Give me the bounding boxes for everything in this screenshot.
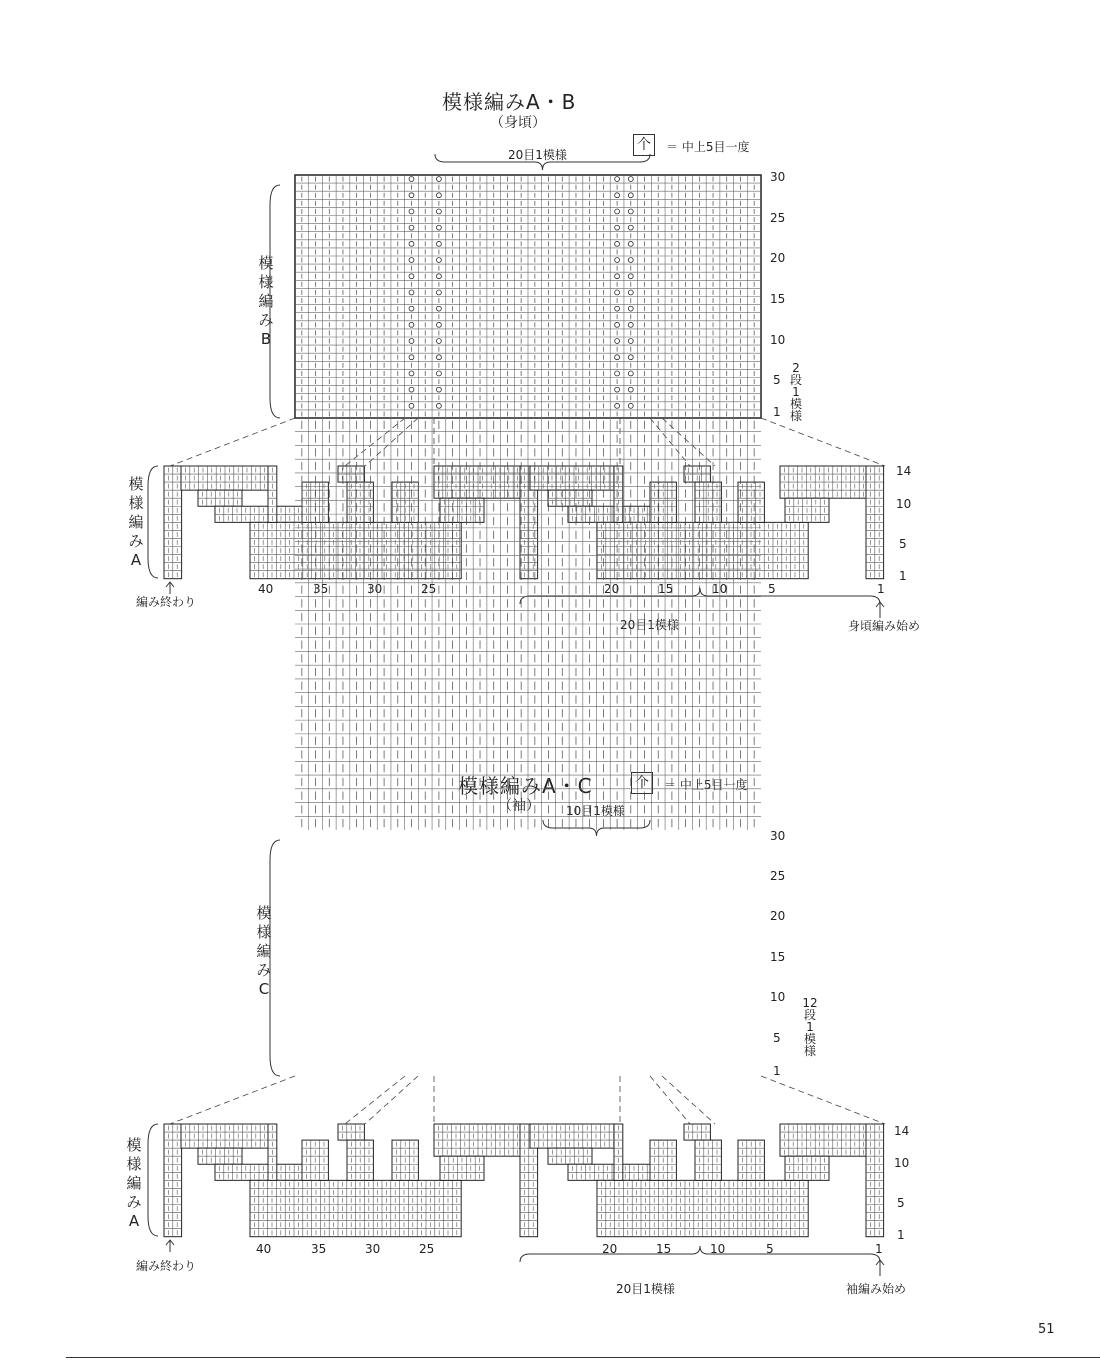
up-arrow-icon	[876, 602, 884, 618]
row-num: 14	[894, 1124, 910, 1138]
col-num: 20	[602, 1242, 618, 1256]
yarn-over-icon	[436, 387, 441, 392]
yarn-over-icon	[436, 225, 441, 230]
yarn-over-icon	[615, 225, 620, 230]
col-num: 30	[365, 1242, 381, 1256]
up-arrow-icon	[166, 1240, 174, 1252]
yarn-over-icon	[436, 306, 441, 311]
row-num: 10	[896, 497, 912, 511]
lower-chart-block-lines-13	[530, 1124, 618, 1148]
yarn-over-icon	[615, 209, 620, 214]
row-num: 25	[770, 869, 786, 883]
repeat-rows-label: 2 段 1 模 様	[789, 361, 802, 423]
side-label-upper: 模 様 編 み C	[256, 904, 272, 998]
yarn-over-icon	[409, 225, 414, 230]
yarn-over-icon	[409, 258, 414, 263]
row-num: 1	[773, 405, 781, 419]
yarn-over-icon	[628, 387, 633, 392]
guide-line	[761, 1076, 885, 1124]
yarn-over-icon	[409, 371, 414, 376]
yarn-over-icon	[409, 306, 414, 311]
repeat-brace-bottom	[520, 588, 880, 604]
lower-chart-block-lines-3	[215, 506, 303, 522]
side-label-lower: 模 様 編 み A	[128, 475, 144, 569]
yarn-over-icon	[409, 322, 414, 327]
row-num: 15	[770, 950, 786, 964]
row-num: 10	[770, 990, 786, 1004]
row-num: 15	[770, 292, 786, 306]
lower-chart-block-lines-10	[434, 1124, 522, 1156]
yarn-over-icon	[628, 290, 633, 295]
repeat-label-top: 10目1模様	[566, 804, 625, 818]
guide-line	[345, 1076, 405, 1124]
guide-line	[365, 1076, 418, 1124]
yarn-over-icon	[628, 193, 633, 198]
yarn-over-icon	[628, 241, 633, 246]
yarn-over-icon	[628, 177, 633, 182]
yarn-over-icon	[628, 355, 633, 360]
lower-chart-block-lines-10	[434, 466, 522, 498]
yarn-over-icon	[615, 355, 620, 360]
guide-line	[170, 1076, 295, 1124]
col-num: 10	[710, 1242, 726, 1256]
yarn-over-icon	[436, 322, 441, 327]
yarn-over-icon	[436, 274, 441, 279]
lower-chart-block-lines-15	[568, 1164, 656, 1180]
row-num: 1	[899, 569, 907, 583]
section2-title: 模様編みA・C	[458, 774, 593, 798]
row-num: 30	[770, 170, 786, 184]
yarn-over-icon	[615, 403, 620, 408]
yarn-over-icon	[615, 241, 620, 246]
yarn-over-icon	[628, 371, 633, 376]
row-num: 20	[770, 251, 786, 265]
repeat-label-bottom: 20目1模様	[616, 1282, 675, 1296]
row-num: 25	[770, 211, 786, 225]
yarn-over-icon	[409, 274, 414, 279]
section1-title: 模様編みA・B	[442, 90, 577, 114]
yarn-over-icon	[628, 209, 633, 214]
row-num: 10	[770, 333, 786, 347]
col-num: 35	[313, 582, 329, 596]
yarn-over-icon	[409, 177, 414, 182]
yarn-over-icon	[409, 209, 414, 214]
yarn-over-icon	[436, 403, 441, 408]
col-num: 25	[421, 582, 437, 596]
yarn-over-icon	[628, 322, 633, 327]
col-num: 40	[258, 582, 274, 596]
yarn-over-icon	[409, 387, 414, 392]
yarn-over-icon	[409, 290, 414, 295]
col-num: 10	[712, 582, 728, 596]
side-label-lower: 模 様 編 み A	[126, 1136, 142, 1230]
row-num: 14	[896, 464, 912, 478]
row-num: 5	[897, 1196, 905, 1210]
up-arrow-icon	[876, 1260, 884, 1276]
page-number: 51	[1038, 1322, 1055, 1337]
section2-subtitle: （袖）	[498, 798, 540, 814]
legend-text: ＝ 中上5目一度	[666, 140, 750, 154]
yarn-over-icon	[628, 403, 633, 408]
col-num: 20	[604, 582, 620, 596]
repeat-brace-top	[435, 154, 650, 170]
lower-chart-block-lines-22	[780, 1124, 868, 1156]
yarn-over-icon	[628, 274, 633, 279]
yarn-over-icon	[436, 355, 441, 360]
yarn-over-icon	[615, 177, 620, 182]
yarn-over-icon	[409, 403, 414, 408]
yarn-over-icon	[409, 339, 414, 344]
yarn-over-icon	[615, 306, 620, 311]
row-num: 1	[773, 1064, 781, 1078]
yarn-over-icon	[436, 193, 441, 198]
yarn-over-icon	[436, 371, 441, 376]
lower-chart-block-lines-22	[780, 466, 868, 498]
repeat-brace-bottom	[520, 1246, 880, 1262]
yarn-over-icon	[615, 274, 620, 279]
start-label: 袖編み始め	[846, 1282, 907, 1296]
row-num: 5	[773, 1031, 781, 1045]
yarn-over-icon	[615, 371, 620, 376]
yarn-over-icon	[436, 241, 441, 246]
row-num: 5	[899, 537, 907, 551]
yarn-over-icon	[436, 209, 441, 214]
yarn-over-icon	[436, 290, 441, 295]
yarn-over-icon	[615, 290, 620, 295]
repeat-label-top: 20目1模様	[508, 148, 567, 162]
col-num: 40	[256, 1242, 272, 1256]
upper-side-brace	[270, 840, 280, 1076]
guide-line	[761, 418, 885, 466]
yarn-over-icon	[615, 258, 620, 263]
legend-text: ＝ 中上5目一度	[664, 778, 748, 792]
start-label: 身頃編み始め	[848, 619, 921, 633]
row-num: 20	[770, 909, 786, 923]
row-num: 1	[897, 1228, 905, 1242]
up-arrow-icon	[166, 582, 174, 594]
row-num: 30	[770, 829, 786, 843]
upper-side-brace	[270, 185, 280, 418]
col-num: 15	[656, 1242, 672, 1256]
yarn-over-icon	[628, 306, 633, 311]
yarn-over-icon	[436, 339, 441, 344]
section1-subtitle: （身頃）	[490, 115, 546, 131]
lower-side-brace	[148, 1124, 158, 1236]
end-label: 編み終わり	[136, 595, 197, 609]
row-num: 5	[773, 373, 781, 387]
lower-chart-block-lines-1	[181, 466, 269, 490]
repeat-label-bottom: 20目1模様	[620, 618, 679, 632]
col-num: 1	[877, 582, 885, 596]
repeat-rows-label: 12 段 1 模 様	[802, 996, 818, 1058]
yarn-over-icon	[615, 193, 620, 198]
lower-side-brace	[148, 466, 158, 578]
col-num: 5	[768, 582, 776, 596]
yarn-over-icon	[628, 225, 633, 230]
yarn-over-icon	[615, 387, 620, 392]
lower-chart-block-lines-3	[215, 1164, 303, 1180]
yarn-over-icon	[628, 258, 633, 263]
yarn-over-icon	[409, 355, 414, 360]
guide-line	[365, 418, 418, 466]
guide-line	[170, 418, 295, 466]
guide-line	[345, 418, 405, 466]
side-label-upper: 模 様 編 み B	[258, 254, 274, 348]
yarn-over-icon	[615, 339, 620, 344]
row-num: 10	[894, 1156, 910, 1170]
col-num: 5	[766, 1242, 774, 1256]
col-num: 25	[419, 1242, 435, 1256]
cdd5-icon: 个	[635, 775, 649, 791]
col-num: 1	[875, 1242, 883, 1256]
yarn-over-icon	[628, 339, 633, 344]
end-label: 編み終わり	[136, 1259, 197, 1273]
yarn-over-icon	[615, 322, 620, 327]
yarn-over-icon	[436, 258, 441, 263]
lower-chart-block-lines-1	[181, 1124, 269, 1148]
col-num: 15	[658, 582, 674, 596]
cdd5-icon: 个	[637, 137, 651, 153]
yarn-over-icon	[436, 177, 441, 182]
col-num: 35	[311, 1242, 327, 1256]
yarn-over-icon	[409, 193, 414, 198]
col-num: 30	[367, 582, 383, 596]
yarn-over-icon	[409, 241, 414, 246]
